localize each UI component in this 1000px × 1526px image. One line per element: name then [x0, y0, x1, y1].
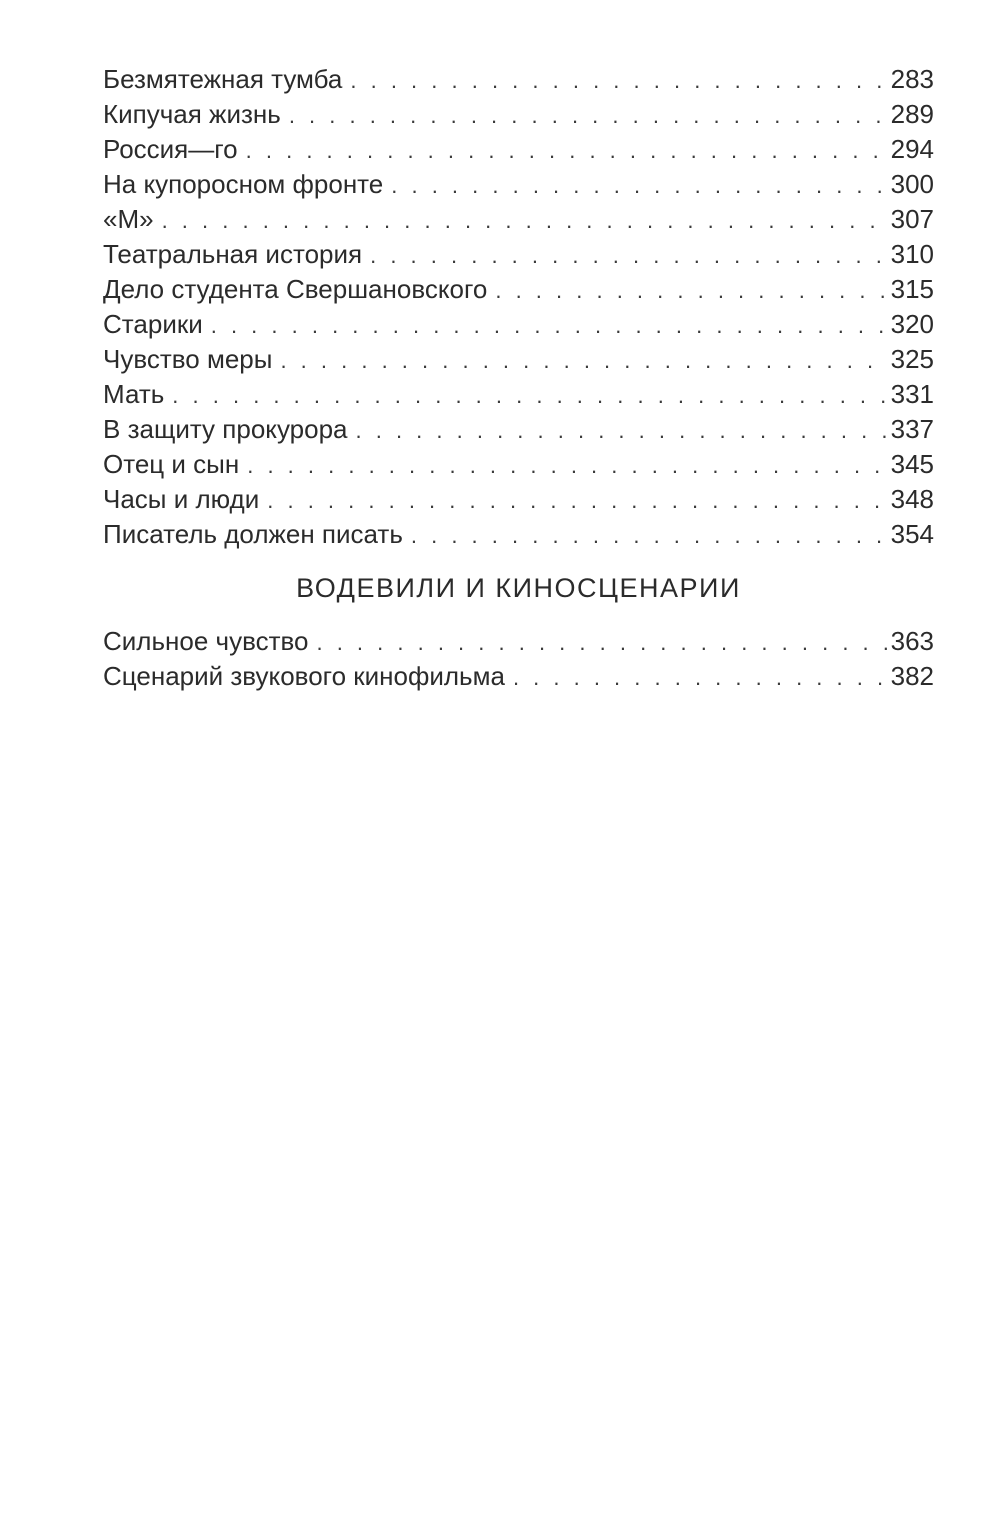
toc-entry-page-number: 382 — [890, 661, 934, 691]
toc-entry — [103, 132, 934, 167]
dot-leader — [495, 273, 888, 308]
toc-entry — [103, 237, 934, 272]
toc-entry-title: Кипучая жизнь — [103, 99, 281, 129]
toc-entry-title: На купоросном фронте — [103, 169, 384, 199]
toc-entry-page-number: 310 — [890, 239, 934, 269]
toc-entry-title: В защиту прокурора — [103, 414, 348, 444]
dot-leader — [162, 203, 889, 238]
dot-leader — [316, 625, 888, 660]
toc-entry-page-number: 354 — [890, 519, 934, 549]
dot-leader — [513, 660, 889, 695]
dot-leader — [246, 133, 889, 168]
toc-entry-title: Отец и сын — [103, 449, 240, 479]
dot-leader — [350, 63, 888, 98]
toc-entry-title: Безмятежная тумба — [103, 64, 343, 94]
dot-leader — [370, 238, 889, 273]
toc-entry-title: Сценарий звукового кинофильма — [103, 661, 505, 691]
toc-entry-title: Чувство меры — [103, 344, 273, 374]
dot-leader — [280, 343, 888, 378]
toc-entry-page-number: 320 — [890, 309, 934, 339]
toc-entry-page-number: 315 — [890, 274, 934, 304]
toc-entry-page-number: 307 — [890, 204, 934, 234]
toc-entry-page-number: 363 — [890, 626, 934, 656]
dot-leader — [211, 308, 889, 343]
toc-entry — [103, 659, 934, 694]
toc-entry-title: Театральная история — [103, 239, 363, 269]
toc-entry — [103, 412, 934, 447]
toc-entry-title: Сильное чувство — [103, 626, 309, 656]
toc-entry-page-number: 331 — [890, 379, 934, 409]
toc-entry-title: Часы и люди — [103, 484, 260, 514]
dot-leader — [391, 168, 888, 203]
toc-entry — [103, 202, 934, 237]
dot-leader — [267, 483, 888, 518]
toc-entry — [103, 272, 934, 307]
toc-entry-title: «М» — [103, 204, 154, 234]
toc-entry-page-number: 294 — [890, 134, 934, 164]
dot-leader — [289, 98, 889, 133]
toc-entry — [103, 377, 934, 412]
toc-entry-page-number: 348 — [890, 484, 934, 514]
toc-entry — [103, 517, 934, 552]
toc-entry-page-number: 283 — [890, 64, 934, 94]
toc-entry-title: Россия—го — [103, 134, 238, 164]
toc-entry — [103, 342, 934, 377]
toc-entry-page-number: 325 — [890, 344, 934, 374]
toc-entry — [103, 97, 934, 132]
toc-entry — [103, 624, 934, 659]
toc-entry — [103, 307, 934, 342]
table-of-contents — [103, 62, 934, 694]
toc-entry-page-number: 289 — [890, 99, 934, 129]
dot-leader — [172, 378, 888, 413]
toc-entry-page-number: 337 — [890, 414, 934, 444]
toc-list-part2 — [103, 624, 934, 694]
toc-entry-page-number: 345 — [890, 449, 934, 479]
toc-entry-title: Писатель должен писать — [103, 519, 403, 549]
toc-entry-title: Дело студента Свершановского — [103, 274, 488, 304]
section-heading: ВОДЕВИЛИ И КИНОСЦЕНАРИИ — [296, 573, 741, 603]
toc-entry — [103, 167, 934, 202]
dot-leader — [356, 413, 889, 448]
toc-entry — [103, 482, 934, 517]
toc-list-part1 — [103, 62, 934, 552]
toc-entry-title: Старики — [103, 309, 203, 339]
dot-leader — [247, 448, 888, 483]
toc-entry — [103, 62, 934, 97]
toc-entry — [103, 447, 934, 482]
dot-leader — [411, 518, 889, 553]
toc-entry-page-number: 300 — [890, 169, 934, 199]
toc-entry-title: Мать — [103, 379, 165, 409]
